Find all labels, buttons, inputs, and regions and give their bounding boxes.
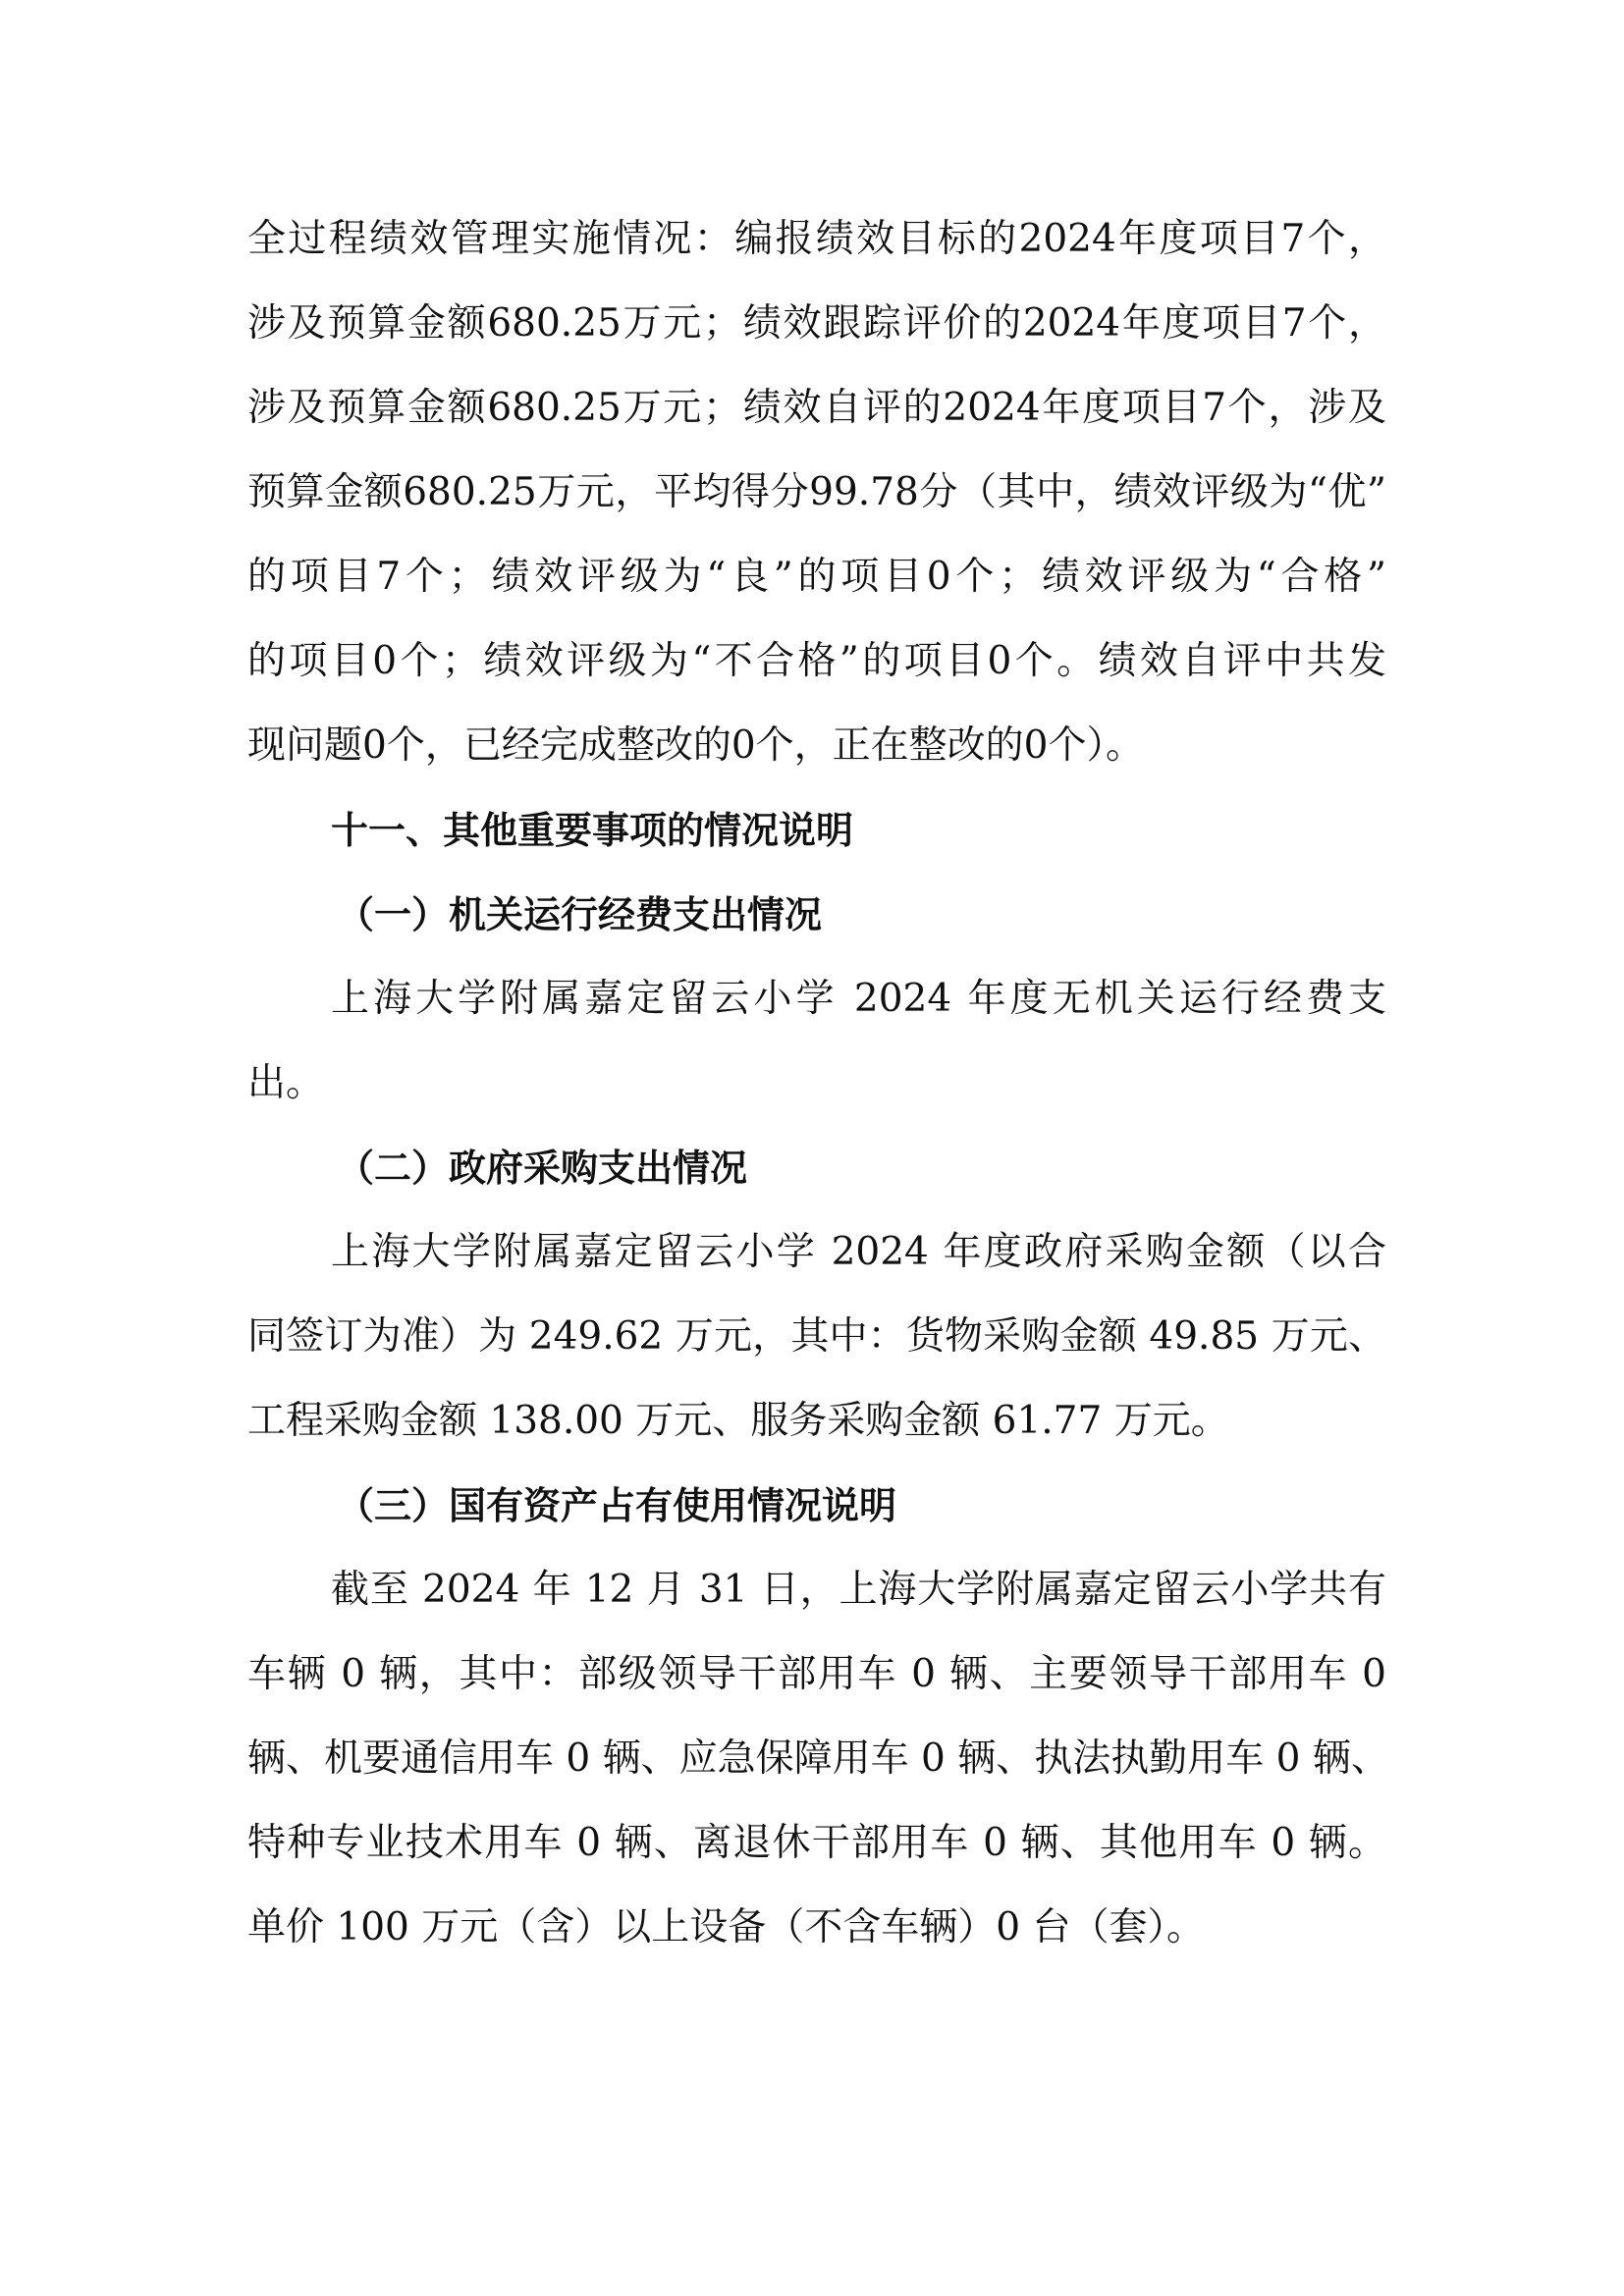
subsection-heading: （一）机关运行经费支出情况 <box>337 893 823 936</box>
assets-paragraph-line: 车辆 0 辆，其中：部级领导干部用车 0 辆、主要领导干部用车 0 <box>247 1652 1386 1696</box>
assets-paragraph-line: 特种专业技术用车 0 辆、离退休干部用车 0 辆、其他用车 0 辆。 <box>247 1821 1386 1865</box>
operating-expense-paragraph-line: 上海大学附属嘉定留云小学 2024 年度无机关运行经费支 <box>331 977 1386 1021</box>
procurement-paragraph-line: 同签订为准）为 249.62 万元，其中：货物采购金额 49.85 万元、 <box>247 1314 1386 1359</box>
subsection-heading: （三）国有资产占有使用情况说明 <box>337 1484 897 1527</box>
procurement-paragraph-line: 上海大学附属嘉定留云小学 2024 年度政府采购金额（以合 <box>331 1230 1386 1274</box>
performance-paragraph-line: 全过程绩效管理实施情况：编报绩效目标的2024年度项目7个， <box>247 217 1386 261</box>
assets-paragraph-line: 截至 2024 年 12 月 31 日，上海大学附属嘉定留云小学共有 <box>331 1568 1386 1612</box>
section-heading: 十一、其他重要事项的情况说明 <box>331 809 854 852</box>
performance-paragraph-line: 的项目0个；绩效评级为“不合格”的项目0个。绩效自评中共发 <box>247 639 1386 683</box>
operating-expense-paragraph-line: 出。 <box>247 1061 325 1105</box>
performance-paragraph-line: 涉及预算金额680.25万元；绩效跟踪评价的2024年度项目7个， <box>247 301 1386 346</box>
assets-paragraph-line: 单价 100 万元（含）以上设备（不含车辆）0 台（套）。 <box>247 1905 1205 1949</box>
performance-paragraph-line: 涉及预算金额680.25万元；绩效自评的2024年度项目7个，涉及 <box>247 386 1386 430</box>
assets-paragraph-line: 辆、机要通信用车 0 辆、应急保障用车 0 辆、执法执勤用车 0 辆、 <box>247 1736 1389 1781</box>
performance-paragraph-line: 预算金额680.25万元，平均得分99.78分（其中，绩效评级为“优” <box>247 470 1386 514</box>
procurement-paragraph-line: 工程采购金额 138.00 万元、服务采购金额 61.77 万元。 <box>247 1399 1229 1443</box>
performance-paragraph-line: 现问题0个，已经完成整改的0个，正在整改的0个）。 <box>247 723 1144 768</box>
subsection-heading: （二）政府采购支出情况 <box>337 1147 748 1190</box>
performance-paragraph-line: 的项目7个；绩效评级为“良”的项目0个；绩效评级为“合格” <box>247 555 1386 599</box>
